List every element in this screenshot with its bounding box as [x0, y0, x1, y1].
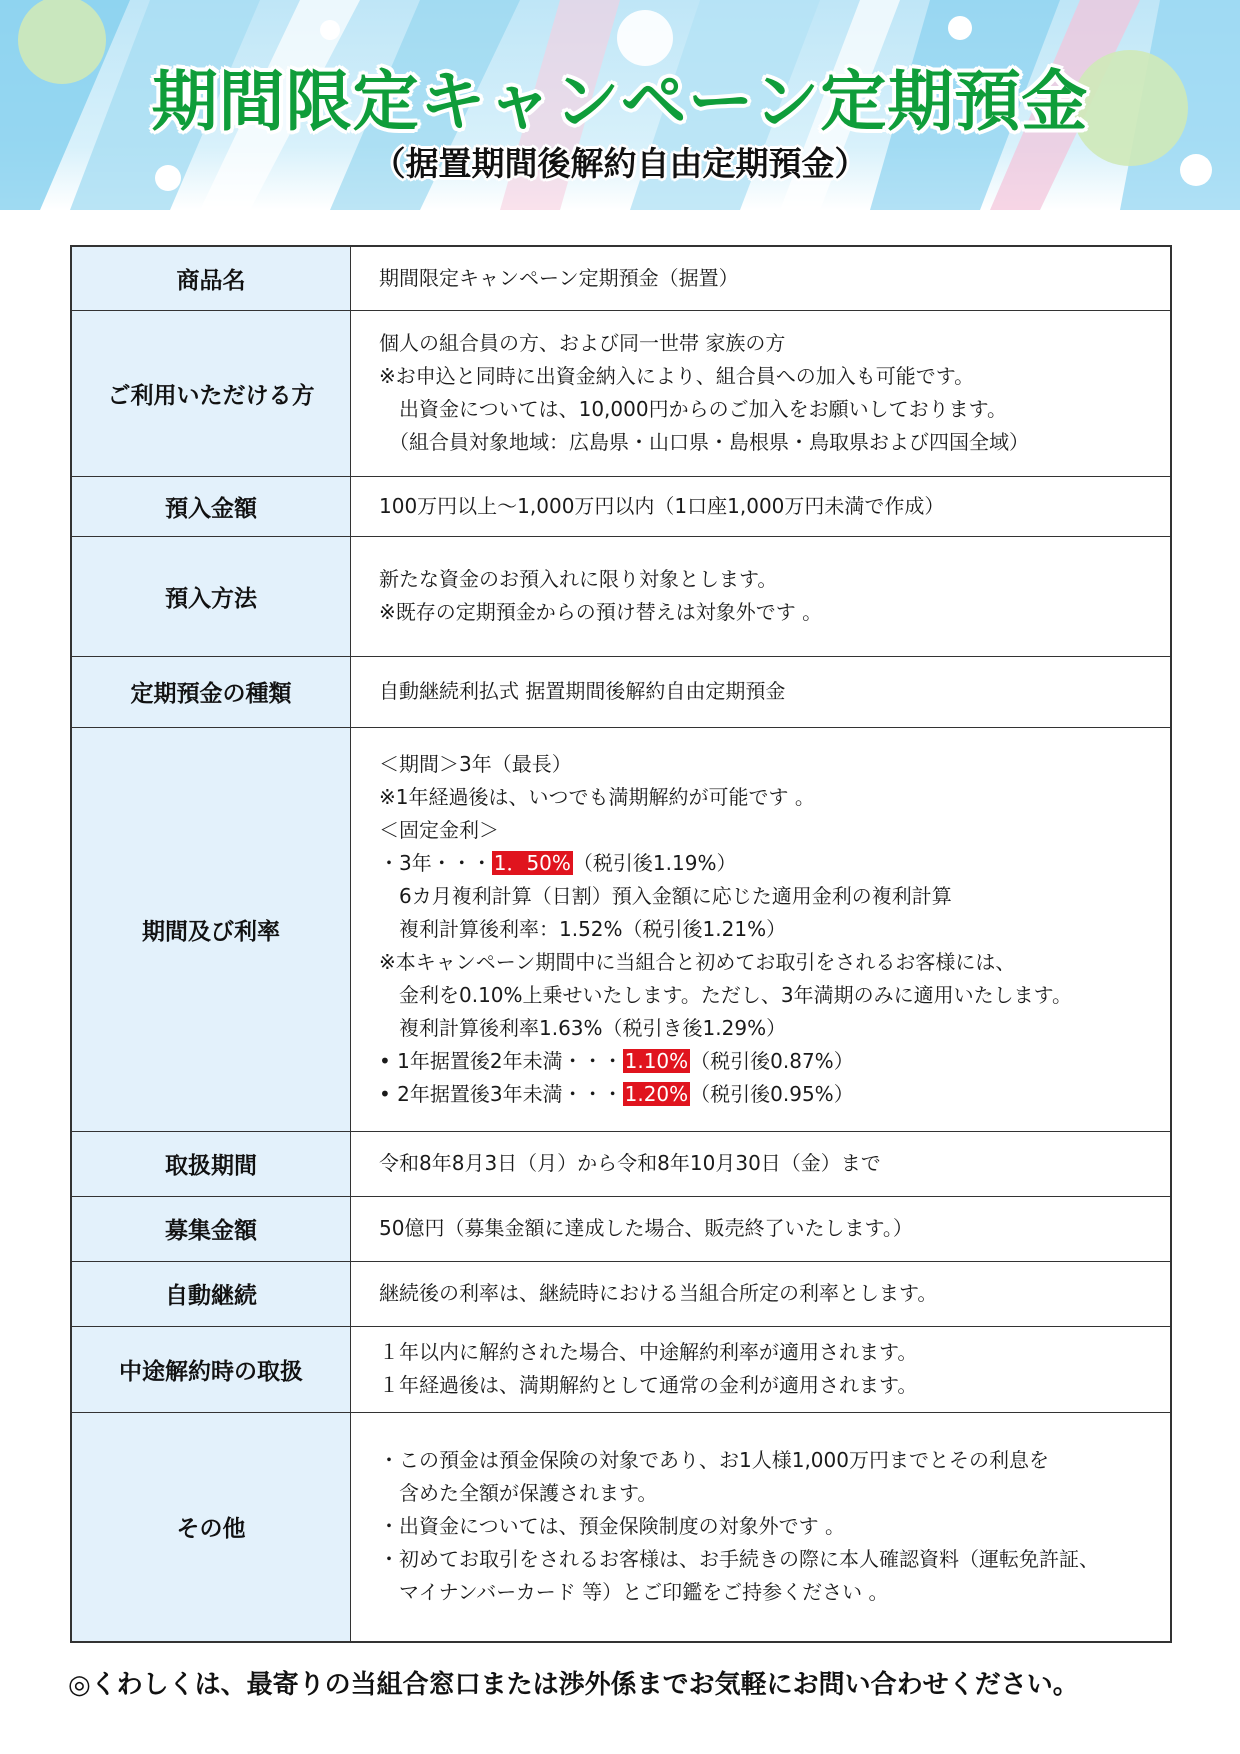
row-label: 中途解約時の取扱 [71, 1326, 351, 1412]
footer-contact-note: ◎くわしくは、最寄りの当組合窓口または渉外係までお気軽にお問い合わせください。 [68, 1670, 1079, 1700]
row-label: 定期預金の種類 [71, 656, 351, 727]
row-value: 新たな資金のお預入れに限り対象とします。 ※既存の定期預金からの預け替えは対象外です 。 [351, 536, 1172, 656]
table-row [71, 1412, 1171, 1642]
table-row [71, 656, 1171, 727]
page-subtitle: （据置期間後解約自由定期預金） [372, 144, 868, 183]
table-row [71, 727, 1171, 1131]
page-title: 期間限定キャンペーン定期預金 [151, 63, 1089, 140]
row-value: １年以内に解約された場合、中途解約利率が適用されます。 １年経過後は、満期解約として通常の金利が適用されます。 [351, 1326, 1172, 1412]
row-value: ・この預金は預金保険の対象であり、お1人様1,000万円までとその利息を 含めた全額が保護されます。 ・出資金については、預金保険制度の対象外です 。 ・初めてお取引をされるお客様は、お手続きの際に本人確認資料（運転免許証、 マイナンバーカード 等）とご印鑑をご持参ください 。 [351, 1412, 1172, 1642]
table-row [71, 1131, 1171, 1196]
row-value: 100万円以上～1,000万円以内（1口座1,000万円未満で作成） [351, 476, 1172, 536]
product-info-table [70, 245, 1172, 1643]
rate-highlight: 1.20% [624, 1081, 689, 1106]
row-label: 募集金額 [71, 1196, 351, 1261]
row-label: ご利用いただける方 [71, 310, 351, 476]
row-value: 自動継続利払式 据置期間後解約自由定期預金 [351, 656, 1172, 727]
row-value: 50億円（募集金額に達成した場合、販売終了いたします。） [351, 1196, 1172, 1261]
row-label: 預入方法 [71, 536, 351, 656]
table-row [71, 310, 1171, 476]
table-row [71, 536, 1171, 656]
table-row [71, 1261, 1171, 1326]
row-value: 期間限定キャンペーン定期預金（据置） [351, 246, 1172, 310]
row-value: 個人の組合員の方、および同一世帯 家族の方 ※お申込と同時に出資金納入により、組合員への加入も可能です。 出資金については、10,000円からのご加入をお願いしております。 （組合員対象地域：広島県・山口県・島根県・鳥取県および四国全域） [351, 310, 1172, 476]
table-row [71, 1196, 1171, 1261]
rate-details: ＜期間＞3年（最長） ※1年経過後は、いつでも満期解約が可能です 。 ＜固定金利＞ ・3年・・・ 1．50% （税引後1.19%） 6カ月複利計算（日割）預入金額に応じた適用金利の複利計算 複利計算後利率：1.52%（税引後1.21%） ※本キャンペーン期間中に当組合と初めてお取引をされるお客様には、 金利を0.10%上乗せいたします。ただし、3年満期のみに適用いたします。 複利計算後利率1.63%（税引き後1.29%） • 1年据置後2年未満・・・ 1.10% （税引後0.87%） • 2年据置後3年未満・・・ 1.20% （税引後0.95%） [351, 727, 1172, 1131]
table-row [71, 476, 1171, 536]
table-row [71, 246, 1171, 310]
table-row [71, 1326, 1171, 1412]
row-label: 取扱期間 [71, 1131, 351, 1196]
rate-highlight: 1.10% [624, 1048, 689, 1073]
row-label: 預入金額 [71, 476, 351, 536]
row-value: 令和8年8月3日（月）から令和8年10月30日（金）まで [351, 1131, 1172, 1196]
row-label: その他 [71, 1412, 351, 1642]
row-label: 自動継続 [71, 1261, 351, 1326]
row-label: 期間及び利率 [71, 727, 351, 1131]
rate-highlight: 1．50% [493, 850, 571, 875]
row-label: 商品名 [71, 246, 351, 310]
row-value: 継続後の利率は、継続時における当組合所定の利率とします。 [351, 1261, 1172, 1326]
header-banner [0, 0, 1240, 210]
